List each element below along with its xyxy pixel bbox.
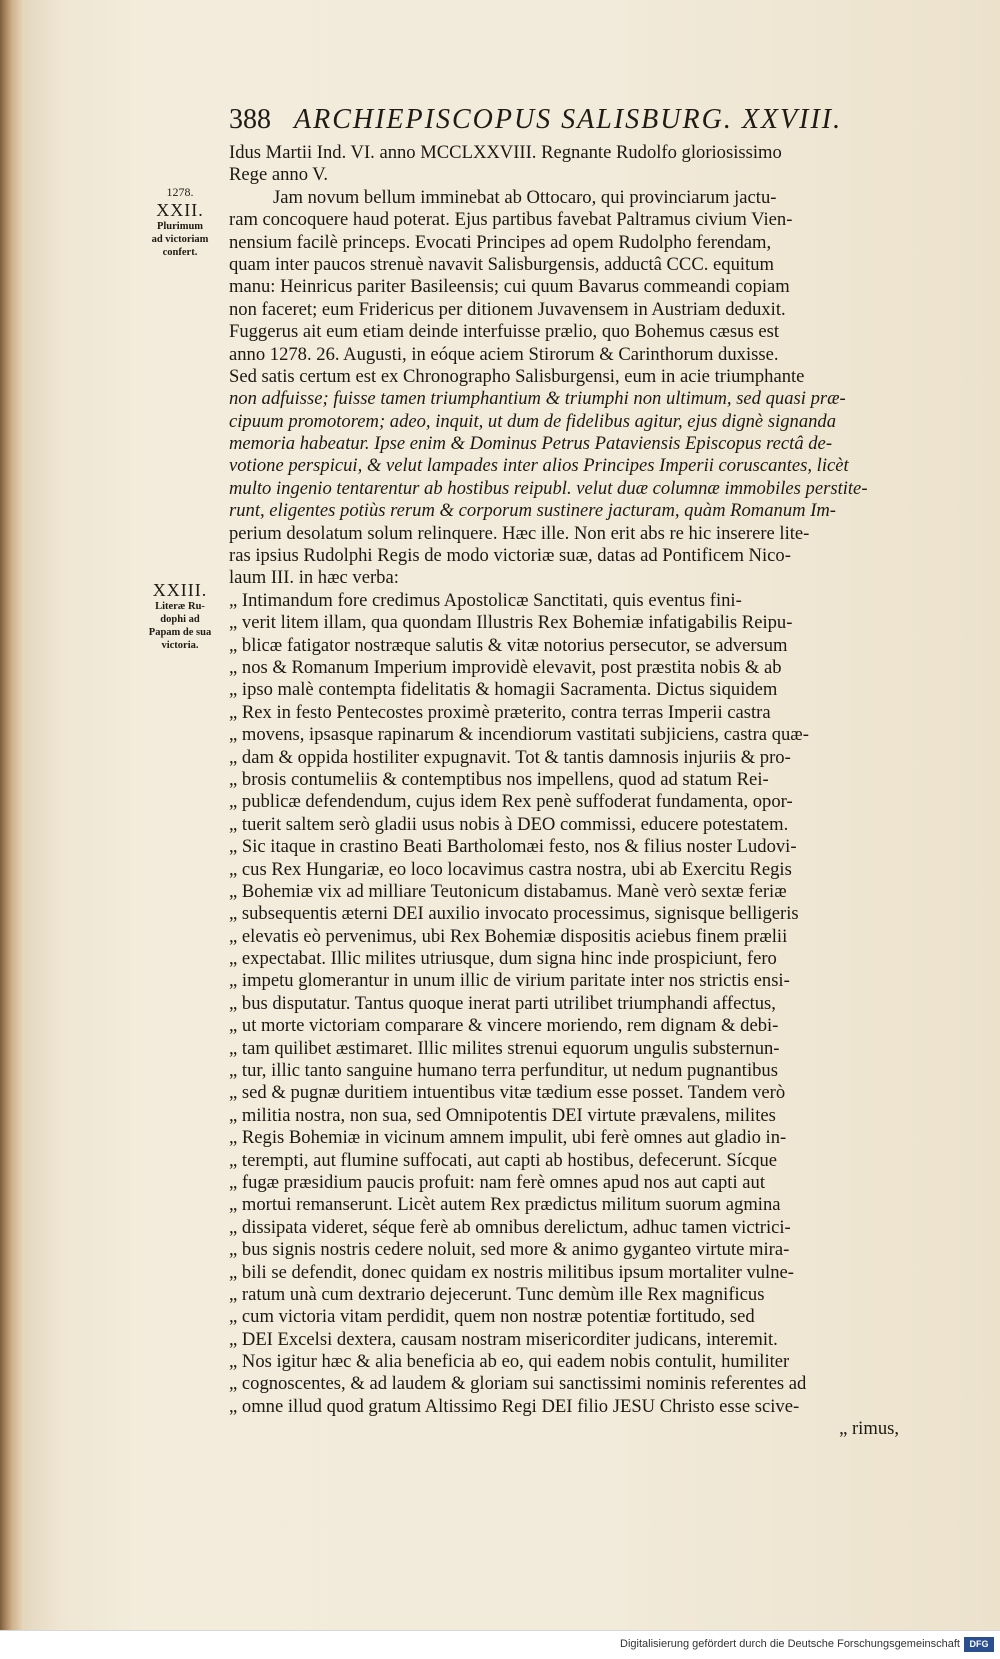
quoted-line: „ militia nostra, non sua, sed Omnipotentis DEI virtute prævalens, milites: [229, 1104, 776, 1126]
quoted-line: „ verit litem illam, qua quondam Illustris Rex Bohemiæ infatigabilis Reipu-: [229, 612, 793, 634]
quoted-line: „ bus signis nostris cedere noluit, sed more & animo gyganteo virtute mira-: [229, 1239, 790, 1261]
margin-note-text: Papam de sua: [148, 627, 212, 638]
text-line: Fuggerus ait eum etiam deinde interfuisse prælio, quo Bohemus cæsus est: [229, 321, 779, 343]
quoted-line: „ tuerit saltem serò gladii usus nobis à DEO commissi, educere potestatem.: [229, 813, 789, 835]
text-line: Sed satis certum est ex Chronographo Salisburgensi, eum in acie triumphante: [229, 365, 805, 387]
quoted-line: „ impetu glomerantur in unum illic de virium paritate inter nos strictis ensi-: [229, 970, 790, 992]
quoted-line: „ bili se defendit, donec quidam ex nostris militibus ipsum mortaliter vulne-: [229, 1261, 794, 1283]
margin-note-text: dophi ad: [160, 614, 200, 625]
catchword: „ rimus,: [839, 1418, 899, 1440]
page-header: [229, 104, 909, 140]
margin-note-year: 1278.: [166, 185, 194, 199]
text-line: memoria habeatur. Ipse enim & Dominus Petrus Pataviensis Episcopus rectâ de-: [229, 433, 833, 455]
quoted-line: „ Bohemiæ vix ad milliare Teutonicum distabamus. Manè verò sextæ feriæ: [229, 880, 787, 902]
text-line: manu: Heinricus pariter Basileensis; cui quum Bavarus commeandi copiam: [229, 276, 790, 298]
quoted-line: „ tur, illic tanto sanguine humano terra perfunditur, ut nedum pugnantibus: [229, 1060, 778, 1082]
dfg-logo-icon: DFG: [964, 1637, 994, 1652]
quoted-line: „ dissipata videret, séque ferè ab omnibus derelictum, adhuc tamen victrici-: [229, 1216, 791, 1238]
quoted-line: „ ipso malè contempta fidelitatis & homagii Sacramenta. Dictus siquidem: [229, 679, 778, 701]
text-line: nensium facilè princeps. Evocati Principes ad opem Rudolpho ferendam,: [229, 231, 772, 253]
running-head: ARCHIEPISCOPUS SALISBURG. XXVIII.: [294, 104, 843, 135]
quoted-line: „ cum victoria vitam perdidit, quem non nostræ potentiæ fortitudo, sed: [229, 1306, 755, 1328]
margin-note-text: Plurimum: [156, 221, 204, 232]
text-line: non adfuisse; fuisse tamen triumphantium & triumphi non ultimum, sed quasi præ-: [229, 388, 846, 410]
quoted-line: „ nos & Romanum Imperium improvidè elevavit, post præstita nobis & ab: [229, 656, 782, 678]
book-edge: [0, 0, 22, 1630]
quoted-line: „ cognoscentes, & ad laudem & gloriam sui sanctissimi nominis referentes ad: [229, 1373, 807, 1395]
text-line: laum III. in hæc verba:: [229, 567, 399, 589]
quoted-line: „ Intimandum fore credimus Apostolicæ Sanctitati, quis eventus fini-: [229, 589, 742, 611]
text-line: ras ipsius Rudolphi Regis de modo victoriæ suæ, datas ad Pontificem Nico-: [229, 545, 791, 567]
text-line: anno 1278. 26. Augusti, in eóque aciem Stirorum & Carinthorum duxisse.: [229, 343, 779, 365]
quoted-line: „ bus disputatur. Tantus quoque inerat parti utrilibet triumphandi affectus,: [229, 992, 776, 1014]
quoted-line: „ sed & pugnæ duritiem intuentibus vitæ tædium esse posset. Tandem verò: [229, 1082, 786, 1104]
quoted-line: „ Regis Bohemiæ in vicinum amnem impulit, ubi ferè omnes aut gladio in-: [229, 1127, 787, 1149]
quoted-line: „ DEI Excelsi dextera, causam nostram misericorditer judicans, interemit.: [229, 1328, 778, 1350]
text-line: cipuum promotorem; adeo, inquit, ut dum de fidelibus agitur, ejus dignè signanda: [229, 410, 837, 432]
quoted-line: „ fugæ præsidium paucis profuit: nam ferè omnes apud nos aut capti aut: [229, 1171, 765, 1193]
text-line: non faceret; eum Fridericus per ditionem Juvavensem in Austriam deduxit.: [229, 298, 786, 320]
quoted-line: „ expectabat. Illic milites utriusque, dum signa hinc inde prospiciunt, fero: [229, 948, 777, 970]
text-line: Jam novum bellum imminebat ab Ottocaro, qui provinciarum jactu-: [273, 186, 777, 208]
quoted-line: „ mortui remanserunt. Licèt autem Rex prædictus militum suorum agmina: [229, 1194, 781, 1216]
quoted-line: „ ratum unà cum dextrario dejecerunt. Tunc demùm ille Rex magnificus: [229, 1283, 765, 1305]
quoted-line: „ movens, ipsasque rapinarum & incendiorum vastitati subjiciens, castra quæ-: [229, 724, 809, 746]
quoted-line: „ tam quilibet æstimaret. Illic milites strenui equorum ungulis substernun-: [229, 1037, 780, 1059]
margin-note-xxii: [140, 185, 220, 259]
footer-bar: [0, 1630, 1000, 1659]
text-line: ram concoquere haud poterat. Ejus partibus favebat Paltramus civium Vien-: [229, 209, 793, 231]
quoted-line: „ ut morte victoriam comparare & vincere moriendo, rem dignam & debi-: [229, 1015, 779, 1037]
quoted-line: „ publicæ defendendum, cujus idem Rex penè suffoderat fundamenta, opor-: [229, 791, 793, 813]
quoted-line: „ Rex in festo Pentecostes proximè præterito, contra terras Imperii castra: [229, 701, 771, 723]
quoted-line: „ brosis contumeliis & contemptibus nos impellens, quod ad statum Rei-: [229, 768, 769, 790]
text-line: Idus Martii Ind. VI. anno MCCLXXVIII. Regnante Rudolfo gloriosissimo: [229, 142, 782, 163]
text-line: quam inter paucos strenuè navavit Salisburgensis, adductâ CCC. equitum: [229, 253, 774, 275]
text-line: multo ingenio tentarentur ab hostibus reipubl. velut duæ columnæ immobiles perstite-: [229, 477, 868, 499]
quoted-line: „ terempti, aut flumine suffocati, aut capti ab hostibus, defecerunt. Sícque: [229, 1149, 777, 1171]
quoted-line: „ omne illud quod gratum Altissimo Regi DEI filio JESU Christo esse scive-: [229, 1395, 800, 1417]
margin-note-numeral: XXIII.: [152, 580, 208, 600]
text-line: Rege anno V.: [229, 164, 328, 186]
margin-note-text: Literæ Ru-: [155, 601, 205, 612]
text-line: runt, eligentes potiùs rerum & corporum sustinere jacturam, quàm Romanum Im-: [229, 500, 837, 522]
margin-note-xxiii: [140, 580, 220, 652]
quoted-line: „ dam & oppida hostiliter expugnavit. Tot & tantis damnosis injuriis & pro-: [229, 746, 791, 768]
text-line: votione perspicui, & velut lampades inter alios Principes Imperii coruscantes, licèt: [229, 455, 849, 477]
quoted-line: „ elevatis eò pervenimus, ubi Rex Bohemiæ dispositis aciebus finem prælii: [229, 925, 788, 947]
margin-note-numeral: XXII.: [156, 200, 204, 220]
page-number: 388: [229, 104, 271, 135]
margin-note-text: confert.: [162, 247, 198, 258]
margin-note-text: ad victoriam: [151, 234, 209, 245]
dfg-credit: Digitalisierung gefördert durch die Deutsche Forschungsgemeinschaft: [620, 1638, 960, 1650]
text-line: perium desolatum solum relinquere. Hæc ille. Non erit abs re hic inserere lite-: [229, 522, 810, 544]
quoted-line: „ Nos igitur hæc & alia beneficia ab eo, qui eadem nobis contulit, humiliter: [229, 1351, 790, 1373]
quoted-line: „ subsequentis æterni DEI auxilio invocato processimus, signisque belligeris: [229, 903, 799, 925]
quoted-line: „ Sic itaque in crastino Beati Bartholomæi festo, nos & filius noster Ludovi-: [229, 836, 797, 858]
quoted-line: „ blicæ fatigator nostræque salutis & vitæ notorius persecutor, se adversum: [229, 634, 788, 656]
margin-note-text: victoria.: [161, 640, 199, 651]
body-text: [229, 142, 929, 1441]
quoted-line: „ cus Rex Hungariæ, eo loco locavimus castra nostra, ubi ab Exercitu Regis: [229, 858, 792, 880]
